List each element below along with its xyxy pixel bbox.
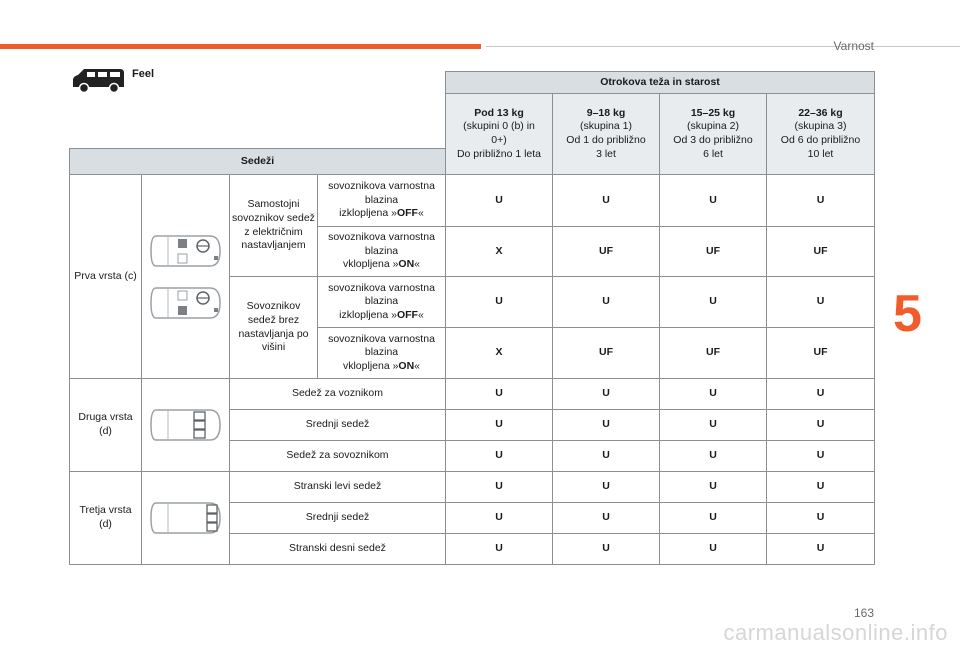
seat-name: Srednji sedež [230,503,446,534]
table-cell: U [553,503,660,534]
front-seat-diagram-icon [148,232,224,270]
table-cell: UF [767,227,875,277]
table-cell: U [553,175,660,227]
third-row-diagram [142,472,230,565]
column-header: Pod 13 kg (skupini 0 (b) in 0+) Do približno 1 leta [446,94,553,175]
table-cell: U [767,503,875,534]
column-header: 9–18 kg (skupina 1) Od 1 do približno 3 let [553,94,660,175]
table-cell: U [553,379,660,410]
section-title: Varnost [833,39,874,53]
table-cell: U [767,379,875,410]
model-name: Feel [132,68,155,80]
table-cell: U [767,277,875,328]
airbag-status-on: sovoznikova varnostna blazina vklopljena »ON« [318,328,446,379]
second-row-seats-icon [148,406,224,444]
table-cell: X [446,227,553,277]
table-cell: U [767,410,875,441]
table-cell: U [446,441,553,472]
table-cell: U [660,379,767,410]
table-cell: U [767,175,875,227]
table-cell: U [660,503,767,534]
second-row-diagram [142,379,230,472]
table-cell: U [767,534,875,565]
front-seat-diagram-icon [148,284,224,322]
table-cell: UF [767,328,875,379]
row-label-third: Tretja vrsta (d) [70,472,142,565]
table-cell: UF [553,328,660,379]
row-label-second: Druga vrsta (d) [70,379,142,472]
table-cell: U [446,534,553,565]
row-label-first: Prva vrsta (c) [70,175,142,379]
table-cell: U [553,534,660,565]
table-cell: UF [660,328,767,379]
group-header: Otrokova teža in starost [446,72,875,94]
table-cell: U [553,441,660,472]
front-seat-diagrams [142,175,230,379]
table-cell: U [553,472,660,503]
airbag-status-on: sovoznikova varnostna blazina vklopljena »ON« [318,227,446,277]
table-cell: U [553,410,660,441]
table-cell: U [767,441,875,472]
header-accent-bar [0,44,481,49]
van-icon [70,67,126,100]
table-cell: U [660,277,767,328]
table-cell: U [446,503,553,534]
table-cell: U [446,277,553,328]
watermark: carmanualsonline.info [723,620,948,645]
seat-name: Sedež za sovoznikom [230,441,446,472]
column-header: 15–25 kg (skupina 2) Od 3 do približno 6 let [660,94,767,175]
third-row-seats-icon [148,499,224,537]
chapter-number: 5 [893,285,922,343]
table-cell: X [446,328,553,379]
table-cell: U [446,379,553,410]
header-rule [486,46,960,47]
seat-name: Stranski levi sedež [230,472,446,503]
seat-type-a: Samostojni sovoznikov sedež z električnim nastavljanjem [230,175,318,277]
page-number: 163 [853,606,874,620]
seat-name: Sedež za voznikom [230,379,446,410]
child-seat-table [69,71,875,565]
seats-header: Sedeži [70,149,446,175]
table-cell: U [446,472,553,503]
column-header: 22–36 kg (skupina 3) Od 6 do približno 10 let [767,94,875,175]
table-cell: U [660,441,767,472]
table-cell: U [446,175,553,227]
table-cell: U [660,410,767,441]
table-cell: U [660,472,767,503]
airbag-status-off: sovoznikova varnostna blazina izklopljena »OFF« [318,277,446,328]
table-cell: UF [660,227,767,277]
seat-name: Stranski desni sedež [230,534,446,565]
seat-name: Srednji sedež [230,410,446,441]
seat-type-b: Sovoznikov sedež brez nastavljanja po višini [230,277,318,379]
airbag-status-off: sovoznikova varnostna blazina izklopljena »OFF« [318,175,446,227]
table-cell: U [767,472,875,503]
table-cell: UF [553,227,660,277]
table-cell: U [446,410,553,441]
table-cell: U [553,277,660,328]
table-cell: U [660,175,767,227]
table-cell: U [660,534,767,565]
